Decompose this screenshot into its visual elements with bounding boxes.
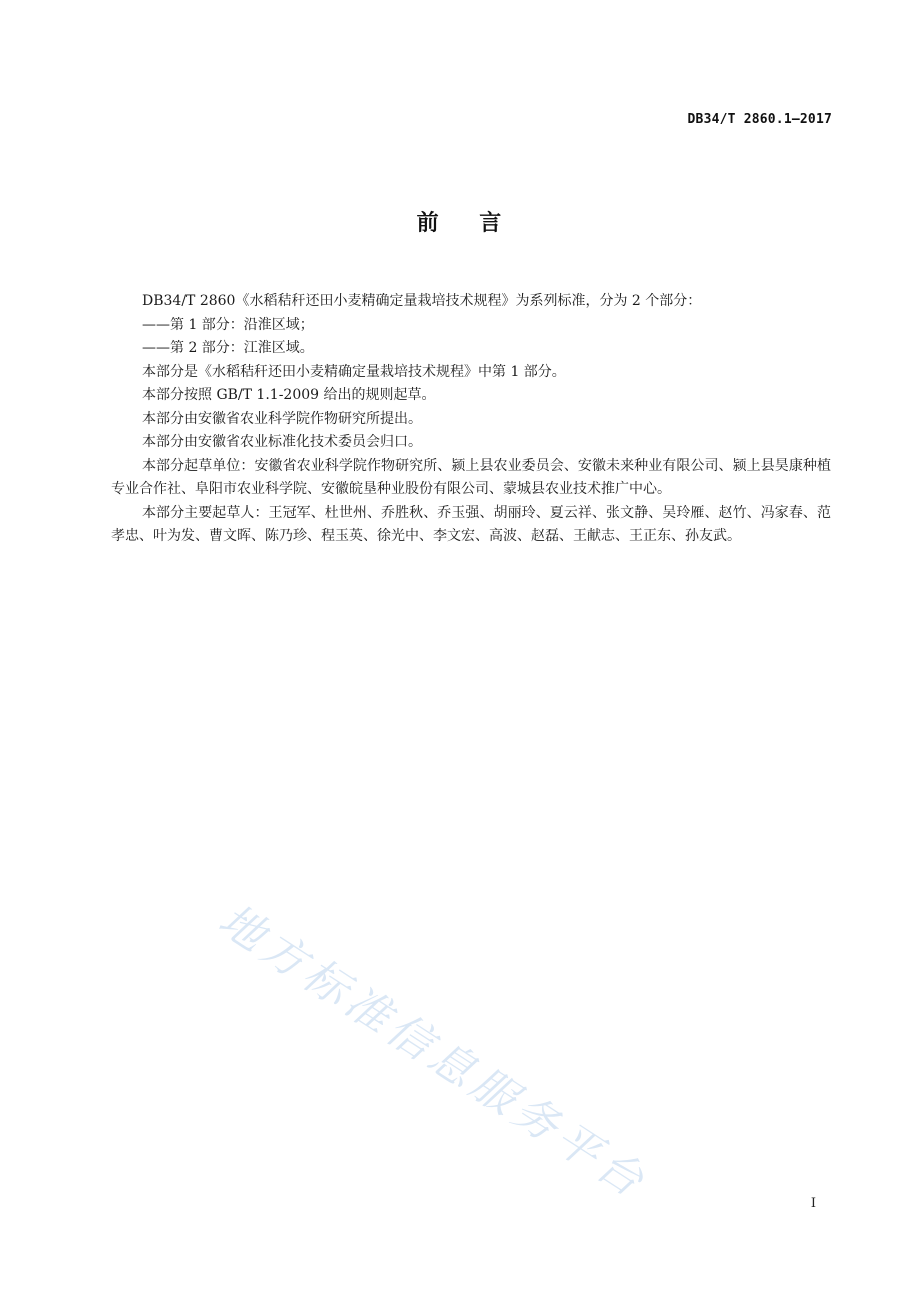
paragraph-proposed-by: 本部分由安徽省农业科学院作物研究所提出。	[142, 410, 422, 427]
paragraph-drafting-units: 本部分起草单位：安徽省农业科学院作物研究所、颍上县农业委员会、安徽未来种业有限公司、颍上县昊康种植专业合作社、阜阳市农业科学院、安徽皖垦种业股份有限公司、蒙城县农业技术推广中心。	[111, 457, 831, 497]
paragraph-this-part: 本部分是《水稻秸秆还田小麦精确定量栽培技术规程》中第 1 部分。	[142, 363, 566, 380]
standard-code: DB34/T 2860.1—2017	[687, 112, 832, 127]
paragraph-part-2: ——第 2 部分：江淮区域。	[142, 340, 314, 356]
paragraph-part-1: ——第 1 部分：沿淮区域；	[142, 316, 314, 333]
foreword-body	[111, 290, 831, 549]
page-number: I	[810, 1196, 816, 1211]
paragraph-drafting-rules: 本部分按照 GB/T 1.1-2009 给出的规则起草。	[142, 387, 436, 403]
paragraph-centralized-by: 本部分由安徽省农业标准化技术委员会归口。	[142, 434, 422, 450]
paragraph-drafters: 本部分主要起草人：王冠军、杜世州、乔胜秋、乔玉强、胡丽玲、夏云祥、张文静、吴玲雁、赵竹、冯家春、范孝忠、叶为发、曹文晖、陈乃珍、程玉英、徐光中、李文宏、高波、赵磊、王献志、王正东、孙友武。	[111, 504, 831, 544]
paragraph-series-intro: DB34/T 2860《水稻秸秆还田小麦精确定量栽培技术规程》为系列标准，分为 2 个部分：	[142, 293, 702, 309]
watermark: 地方标准信息服务平台	[209, 894, 657, 1210]
page-title: 前 言	[416, 211, 504, 236]
